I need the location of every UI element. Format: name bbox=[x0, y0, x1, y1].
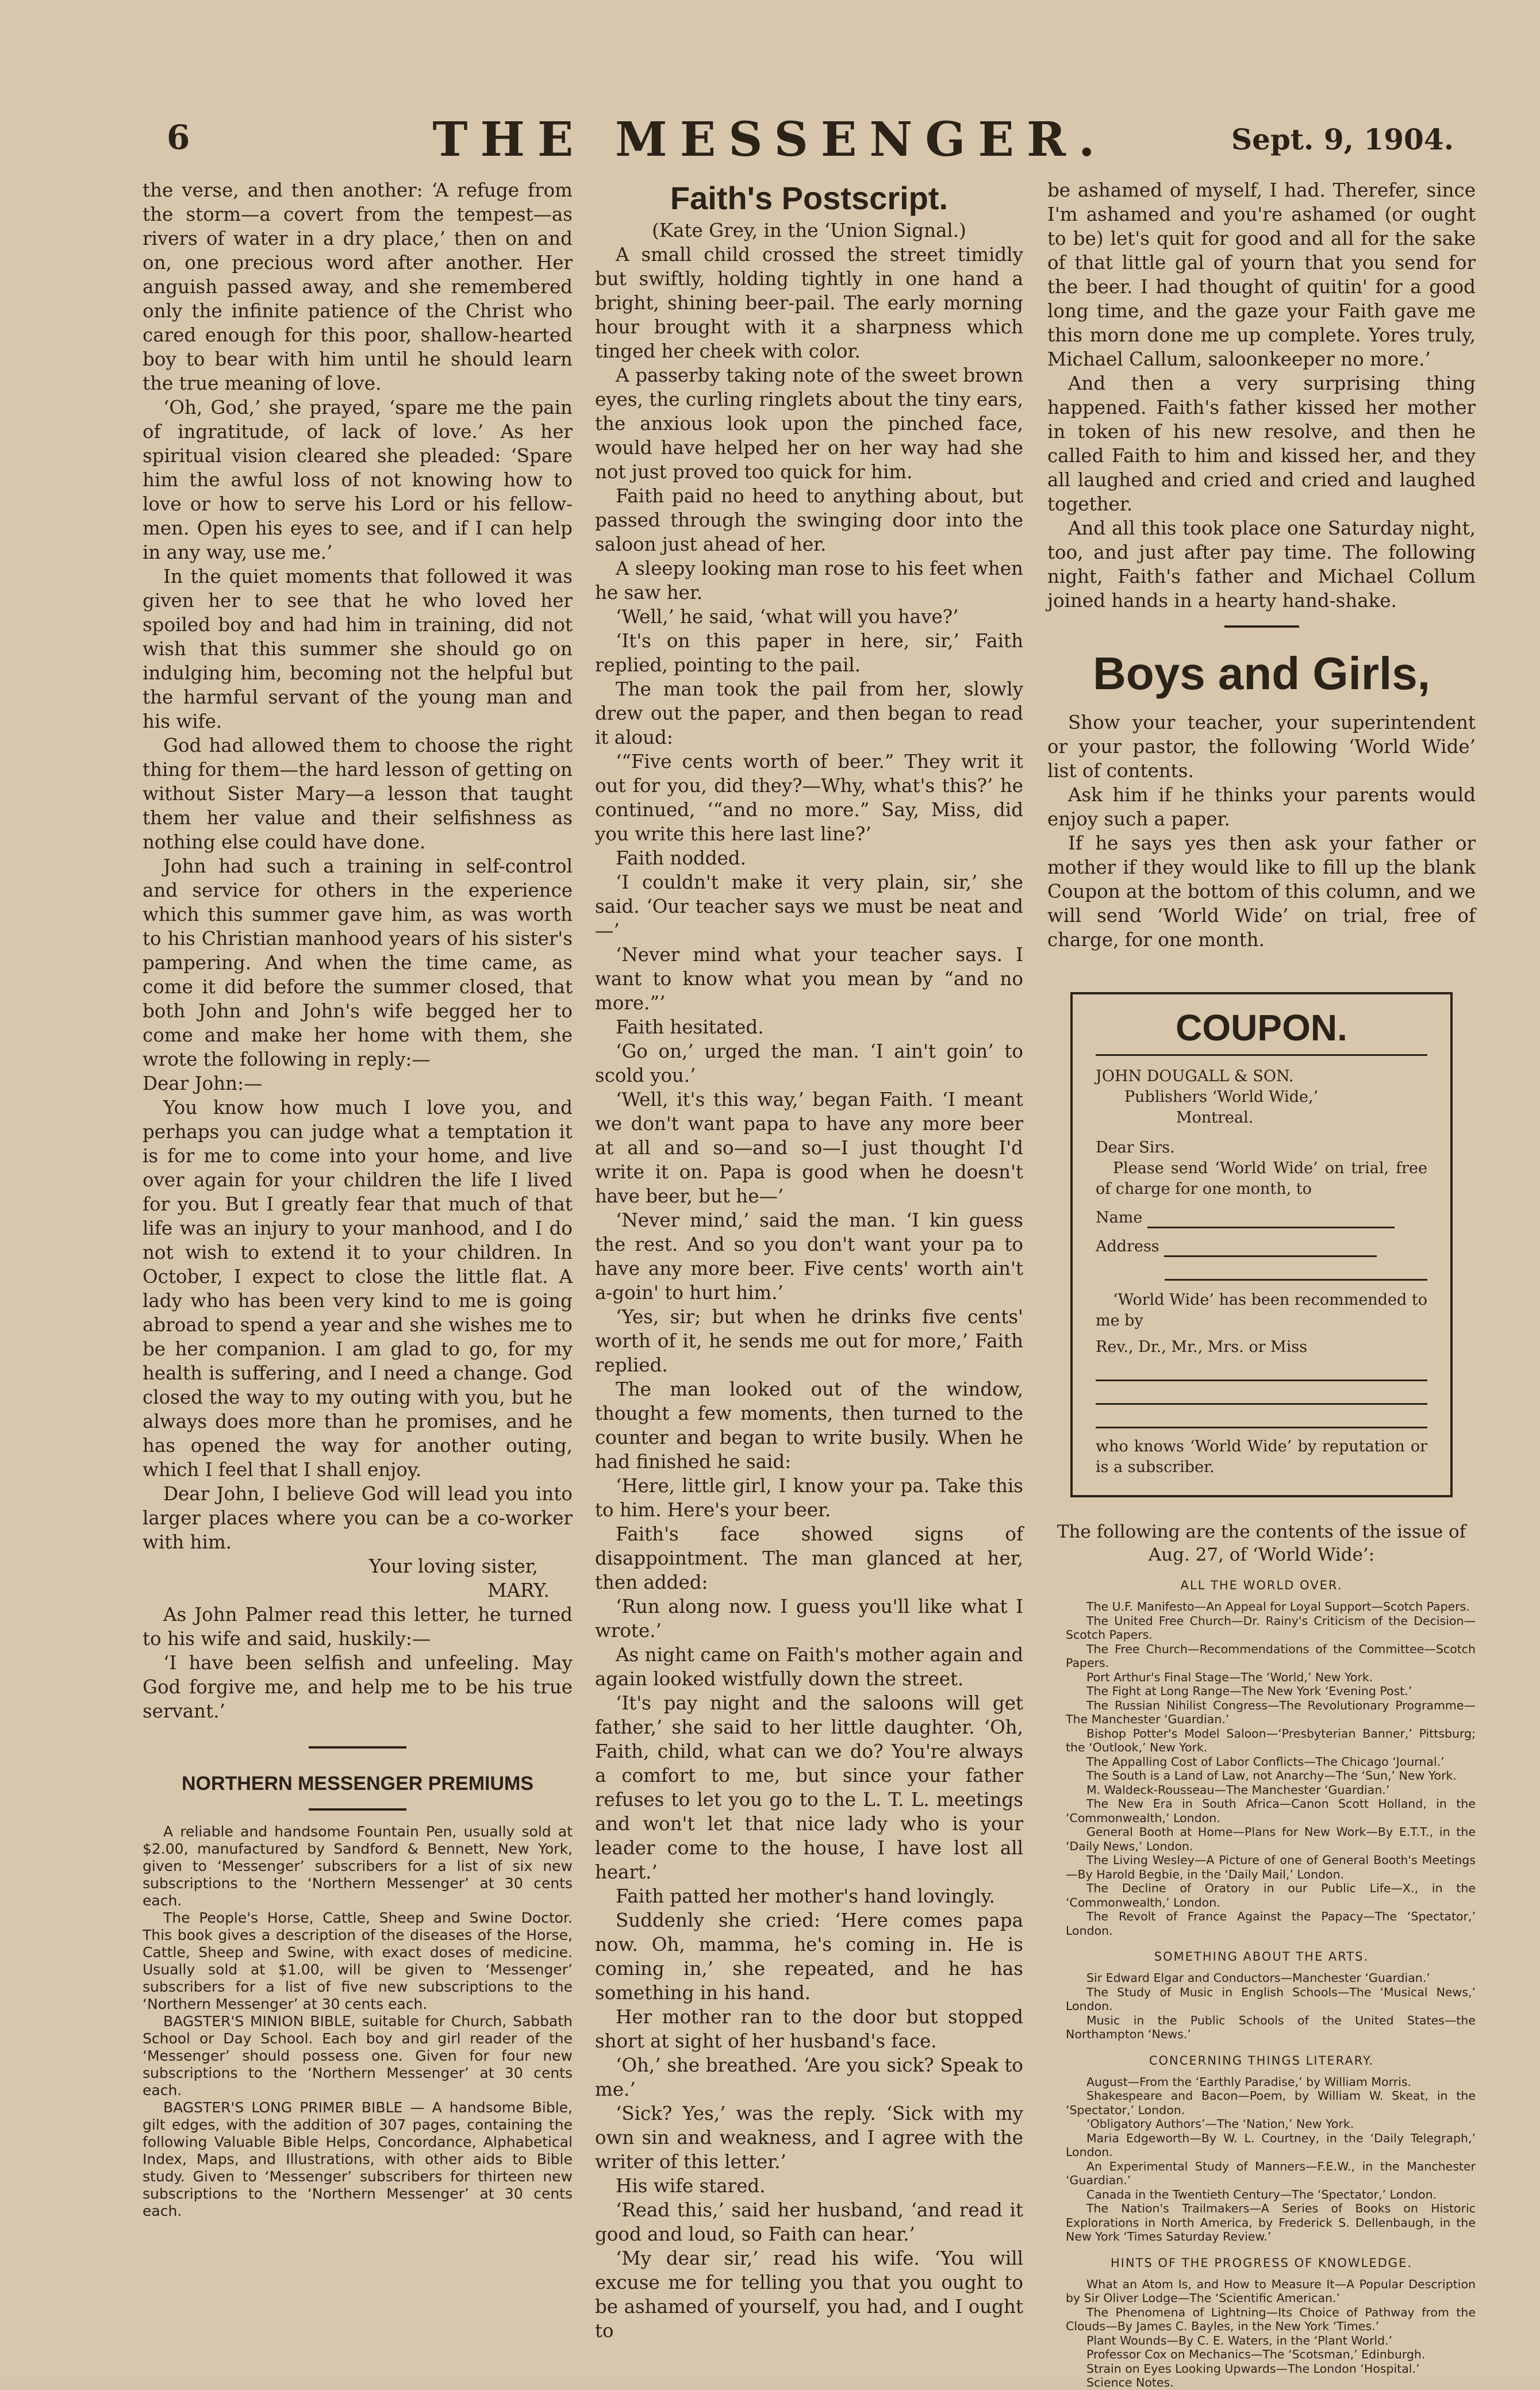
contents-item: The South is a Land of Law, not Anarchy—The ‘Sun,’ New York. bbox=[1086, 1769, 1457, 1782]
column-2 bbox=[595, 178, 1023, 2343]
article-paragraph: Faith's face showed signs of disappointment. The man glanced at her, then added: bbox=[595, 1523, 1023, 1593]
article-paragraph: ‘Never mind what your teacher says. I want to know what you mean by “and no more.”’ bbox=[595, 944, 1023, 1014]
contents-item: The Living Wesley—A Picture of one of General Booth's Meetings—By Harold Begbie, in the ‘Daily Mail,’ London. bbox=[1066, 1853, 1476, 1881]
contents-section-heading: HINTS OF THE PROGRESS OF KNOWLEDGE. bbox=[1110, 2255, 1413, 2270]
article-paragraph: Faith hesitated. bbox=[616, 1016, 764, 1038]
article-paragraph: John had such a training in self-control and service for others in the experience which this summer gave him, as was worth to his Christian manhood years of his sister's pampering. And when the time came, as come it did before the summer closed, that both John and John's wife begged her to come and make her home with them, she wrote the following in reply:— bbox=[143, 855, 573, 1070]
contents-section-heading: SOMETHING ABOUT THE ARTS. bbox=[1154, 1950, 1369, 1964]
contents-item: Music in the Public Schools of the United States—the Northampton ‘News.’ bbox=[1066, 2013, 1476, 2041]
contents-item: Bishop Potter's Model Saloon—‘Presbyterian Banner,’ Pittsburg; the ‘Outlook,’ New York. bbox=[1066, 1726, 1476, 1754]
article-paragraph: ‘I have been selfish and unfeeling. May God forgive me, and help me to be his true servant.’ bbox=[143, 1652, 573, 1722]
coupon-recommended: ‘World Wide’ has been recommended to me by bbox=[1096, 1291, 1427, 1330]
contents-item: The Nation's Trailmakers—A Series of Books on Historic Explorations in North America, by Frederick S. Dellenbaugh, in the New York ‘Times Saturday Review.’ bbox=[1066, 2201, 1476, 2243]
article-paragraph: ‘Well, it's this way,’ began Faith. ‘I meant we don't want papa to have any more beer at all and so—and so—I just thought I'd write it on. Papa is good when he doesn't have beer, but he—’ bbox=[595, 1089, 1023, 1207]
premium-item: BAGSTER'S MINION BIBLE, suitable for Church, Sabbath School or Day School. Each boy and girl reader of the ‘Messenger’ should possess one. Given for four new subscriptions to the ‘Northern Messenger’ at 30 cents each. bbox=[143, 2013, 573, 2099]
article-paragraph: And all this took place one Saturday night, too, and just after pay time. The following night, Faith's father and Michael Collum joined hands in a hearty hand-shake. bbox=[1047, 517, 1476, 612]
coupon-titles: Rev., Dr., Mr., Mrs. or Miss bbox=[1096, 1338, 1308, 1356]
divider-rule bbox=[1224, 625, 1299, 628]
article-paragraph: Faith nodded. bbox=[616, 847, 746, 869]
article-paragraph: ‘It's pay night and the saloons will get father,’ she said to her little daughter. ‘Oh, Faith, child, what can we do? You're always a comfort to me, but since your father refuses to let you go to the L. T. L. meetings and won't let that nice lady who is your leader come to the house, I have lost all heart.’ bbox=[595, 1692, 1023, 1883]
article-paragraph: ‘Well,’ he said, ‘what will you have?’ bbox=[616, 606, 959, 628]
divider-rule bbox=[309, 1808, 406, 1811]
recommender-field-line-2[interactable] bbox=[1096, 1385, 1427, 1405]
contents-item: Port Arthur's Final Stage—The ‘World,’ New York. bbox=[1086, 1670, 1373, 1684]
coupon-knows: who knows ‘World Wide’ by reputation or is a subscriber. bbox=[1096, 1438, 1427, 1476]
contents-intro: The following are the contents of the issue of Aug. 27, of ‘World Wide’: bbox=[1057, 1521, 1466, 1565]
article-paragraph: His wife stared. bbox=[616, 2175, 766, 2197]
column-1 bbox=[143, 178, 573, 2220]
article-paragraph: ‘It's on this paper in here, sir,’ Faith replied, pointing to the pail. bbox=[595, 630, 1023, 676]
article-paragraph: ‘Oh, God,’ she prayed, ‘spare me the pain of ingratitude, of lack of love.’ As her spiritual vision cleared she pleaded: ‘Spare him the awful loss of not knowing how to love or how to serve his Lord or his fellow-men. Open his eyes to see, and if I can help in any way, use me.’ bbox=[143, 397, 573, 563]
letter-paragraph: Dear John, I believe God will lead you into larger places where you can be a co-worker with him. bbox=[143, 1483, 573, 1553]
letter-paragraph: You know how much I love you, and perhaps you can judge what a temptation it is for me to come into your home, and live over again for your children the life I lived for you. But I greatly fear that much of that life was an injury to your manhood, and I do not wish to extend it to your children. In October, I expect to close the little flat. A lady who has been very kind to me is going abroad to spend a year and she wishes me to be her companion. I am glad to go, for my health is suffering, and I need a change. God closed the way to my outing with you, but he always does more than he promises, and he has opened the way for another outing, which I feel that I shall enjoy. bbox=[143, 1097, 573, 1481]
contents-item: ‘Obligatory Authors’—The ‘Nation,’ New York. bbox=[1086, 2117, 1354, 2131]
premium-item: A reliable and handsome Fountain Pen, usually sold at $2.00, manufactured by Sandford & Bennett, New York, given to ‘Messenger’ subscribers for a list of six new subscriptions to the ‘Northern Messenger’ at 30 cents each. bbox=[143, 1823, 573, 1909]
page-number: 6 bbox=[167, 118, 190, 157]
contents-item: The Russian Nihilist Congress—The Revolutionary Programme—The Manchester ‘Guardian.’ bbox=[1066, 1698, 1476, 1726]
contents-item: The Fight at Long Range—The New York ‘Evening Post.’ bbox=[1086, 1684, 1412, 1698]
article-body bbox=[595, 243, 1023, 2343]
boys-paragraph: If he says yes then ask your father or mother if they would like to fill up the blank Coupon at the bottom of this column, and we will send ‘World Wide’ on trial, free of charge, for one month. bbox=[1047, 832, 1476, 951]
article-paragraph: ‘Read this,’ said her husband, ‘and read it good and loud, so Faith can hear.’ bbox=[595, 2199, 1023, 2245]
coupon-rule bbox=[1096, 1054, 1427, 1056]
contents-item: Plant Wounds—By C. E. Waters, in the ‘Plant World.’ bbox=[1086, 2333, 1393, 2347]
article-paragraph: In the quiet moments that followed it was given her to see that he who loved her spoiled boy and had him in training, did not wish that this summer she should go on indulging him, becoming not the helpful but the harmful servant of the young man and his wife. bbox=[143, 566, 573, 732]
article-paragraph: ‘I couldn't make it very plain, sir,’ she said. ‘Our teacher says we must be neat and—’ bbox=[595, 871, 1023, 942]
article-paragraph: As John Palmer read this letter, he turned to his wife and said, huskily:— bbox=[143, 1604, 573, 1650]
coupon-title: COUPON. bbox=[1176, 1007, 1347, 1048]
page-header bbox=[0, 112, 1540, 175]
contents-item: An Experimental Study of Manners—F.E.W., in the Manchester ‘Guardian.’ bbox=[1066, 2159, 1476, 2187]
recommender-field-line-3[interactable] bbox=[1096, 1408, 1427, 1428]
contents-item: The Appalling Cost of Labor Conflicts—The Chicago ‘Journal.’ bbox=[1086, 1754, 1445, 1769]
article-paragraph: The man took the pail from her, slowly drew out the paper, and then began to read it aloud: bbox=[595, 678, 1023, 748]
name-label: Name bbox=[1096, 1209, 1143, 1227]
article-paragraph: A small child crossed the street timidly but swiftly, holding tightly in one hand a bright, shining beer-pail. The early morning hour brought with it a sharpness which tinged her cheek with color. bbox=[595, 244, 1023, 362]
contents-item: August—From the ‘Earthly Paradise,’ by William Morris. bbox=[1086, 2074, 1412, 2089]
article-paragraph: be ashamed of myself, I had. Therefer, since I'm ashamed and you're ashamed (or ought to be) let's quit for good and all for the sake of that little gal of yourn that you send for the beer. I had thought of quitin' for a good long time, and the gaze your Faith gave me this morn done me up complete. Yores truly, Michael Callum, saloonkeeper no more.’ bbox=[1047, 179, 1476, 370]
article-paragraph: And then a very surprising thing happened. Faith's father kissed her mother in token of his new resolve, and then he called Faith to him and kissed her, and they all laughed and cried and cried and laughed together. bbox=[1047, 372, 1476, 515]
article-paragraph: Faith paid no heed to anything about, but passed through the swinging door into the saloon just ahead of her. bbox=[595, 485, 1023, 555]
issue-date: Sept. 9, 1904. bbox=[1231, 122, 1454, 156]
article-paragraph: The man looked out of the window, thought a few moments, then turned to the counter and began to write busily. When he had finished he said: bbox=[595, 1378, 1023, 1473]
column-3 bbox=[1047, 178, 1476, 2390]
contents-item: The Study of Music in English Schools—The ‘Musical News,’ London. bbox=[1066, 1985, 1476, 2013]
premium-item: BAGSTER'S LONG PRIMER BIBLE — A handsome Bible, gilt edges, with the addition of 307 pages, containing the following Valuable Bible Helps, Concordance, Alphabetical Index, Maps, and Illustrations, with other aids to Bible study. Given to ‘Messenger’ subscribers for thirteen new subscriptions to the ‘Northern Messenger’ at 30 cents each. bbox=[143, 2099, 573, 2219]
article-paragraph: ‘Never mind,’ said the man. ‘I kin guess the rest. And so you don't want your pa to have any more beer. Five cents' worth ain't a-goin' to hurt him.’ bbox=[595, 1209, 1023, 1304]
letter-closing: Your loving sister, bbox=[368, 1555, 538, 1577]
coupon-city: Montreal. bbox=[1176, 1109, 1254, 1127]
boys-girls-title: Boys and Girls, bbox=[1093, 648, 1430, 699]
coupon-box bbox=[1070, 992, 1453, 1497]
contents-section-heading: CONCERNING THINGS LITERARY. bbox=[1149, 2053, 1374, 2068]
article-paragraph: ‘Yes, sir; but when he drinks five cents' worth of it, he sends me out for more,’ Faith replied. bbox=[595, 1306, 1023, 1376]
article-title: Faith's Postscript. bbox=[670, 180, 948, 216]
masthead: THE MESSENGER. bbox=[432, 112, 1108, 167]
coupon-firm: JOHN DOUGALL & SON. bbox=[1096, 1067, 1294, 1085]
contents-item: Shakespeare and Bacon—Poem, by William W. Skeat, in the ‘Spectator,’ London. bbox=[1066, 2089, 1476, 2117]
letter-signature: MARY. bbox=[487, 1580, 550, 1601]
contents-item: The Free Church—Recommendations of the Committee—Scotch Papers. bbox=[1066, 1642, 1476, 1670]
article-byline: (Kate Grey, in the ‘Union Signal.) bbox=[652, 220, 966, 241]
coupon-publishers: Publishers ‘World Wide,’ bbox=[1124, 1088, 1319, 1106]
address-field[interactable] bbox=[1164, 1242, 1377, 1257]
recommender-field-line-1[interactable] bbox=[1096, 1361, 1427, 1381]
article-paragraph: God had allowed them to choose the right thing for them—the hard lesson of getting on without Sister Mary—a lesson that taught them her value and their selfishness as nothing else could have done. bbox=[143, 735, 573, 853]
contents-item: The Revolt of France Against the Papacy—The ‘Spectator,’ London. bbox=[1066, 1909, 1476, 1938]
premiums-title: NORTHERN MESSENGER PREMIUMS bbox=[181, 1773, 534, 1795]
article-paragraph: ‘My dear sir,’ read his wife. ‘You will excuse me for telling you that you ought to be ashamed of yourself, you had, and I ought to bbox=[595, 2247, 1023, 2342]
article-paragraph: A sleepy looking man rose to his feet when he saw her. bbox=[595, 558, 1023, 604]
article-paragraph: Faith patted her mother's hand lovingly. bbox=[616, 1885, 995, 1907]
contents-item: What an Atom Is, and How to Measure It—A Popular Description by Sir Oliver Lodge—The ‘Scientific American.’ bbox=[1066, 2277, 1476, 2305]
contents-item: Strain on Eyes Looking Upwards—The London ‘Hospital.’ bbox=[1086, 2361, 1420, 2376]
boys-paragraph: Show your teacher, your superintendent or your pastor, the following ‘World Wide’ list of contents. bbox=[1047, 712, 1476, 782]
article-paragraph: ‘Oh,’ she breathed. ‘Are you sick? Speak to me.’ bbox=[595, 2054, 1023, 2100]
contents-section-heading: ALL THE WORLD OVER. bbox=[1180, 1578, 1343, 1592]
contents-item: The Decline of Oratory in our Public Life—X., in the ‘Commonwealth,’ London. bbox=[1066, 1881, 1476, 1909]
contents-item: Sir Edward Elgar and Conductors—Manchester ‘Guardian.’ bbox=[1086, 1971, 1430, 1985]
contents-item: The United Free Church—Dr. Rainy's Criticism of the Decision—Scotch Papers. bbox=[1066, 1613, 1476, 1642]
contents-item: Canada in the Twentieth Century—The ‘Spectator,’ London. bbox=[1086, 2187, 1437, 2201]
article-paragraph: ‘“Five cents worth of beer.” They writ it out for you, did they?—Why, what's this?’ he continued, ‘“and no more.” Say, Miss, did you write this here last line?’ bbox=[595, 751, 1023, 845]
article-paragraph: Her mother ran to the door but stopped short at sight of her husband's face. bbox=[595, 2006, 1023, 2052]
article-paragraph: Suddenly she cried: ‘Here comes papa now. Oh, mamma, he's coming in. He is coming in,’ she repeated, and he has something in his hand. bbox=[595, 1909, 1023, 2004]
article-paragraph: ‘Run along now. I guess you'll like what I wrote.’ bbox=[595, 1596, 1023, 1642]
letter-salutation: Dear John:— bbox=[143, 1073, 263, 1094]
contents-item: M. Waldeck-Rousseau—The Manchester ‘Guardian.’ bbox=[1086, 1782, 1390, 1797]
contents-list bbox=[1047, 1573, 1476, 2390]
article-paragraph: ‘Go on,’ urged the man. ‘I ain't goin’ to scold you.’ bbox=[595, 1040, 1023, 1086]
contents-item: The U.F. Manifesto—An Appeal for Loyal Support—Scotch Papers. bbox=[1086, 1600, 1470, 1613]
contents-item: General Booth at Home—Plans for New Work—By E.T.T., in the ‘Daily News,’ London. bbox=[1066, 1825, 1476, 1853]
article-paragraph: ‘Sick? Yes,’ was the reply. ‘Sick with my own sin and weakness, and I agree with the writer of this letter.’ bbox=[595, 2103, 1023, 2173]
premium-item: The People's Horse, Cattle, Sheep and Swine Doctor. This book gives a description of the diseases of the Horse, Cattle, Sheep and Swine, with exact doses of medicine. Usually sold at $1.00, will be given to ‘Messenger’ subscribers for a list of five new subscriptions to the ‘Northern Messenger’ at 30 cents each. bbox=[143, 1909, 573, 2012]
article-paragraph: ‘Here, little girl, I know your pa. Take this to him. Here's your beer. bbox=[595, 1475, 1023, 1521]
contents-item: Science Notes. bbox=[1086, 2376, 1174, 2389]
contents-item: Maria Edgeworth—By W. L. Courtney, in the ‘Daily Telegraph,’ London. bbox=[1066, 2131, 1476, 2159]
coupon-dear: Dear Sirs. bbox=[1096, 1139, 1175, 1156]
article-paragraph: As night came on Faith's mother again and again looked wistfully down the street. bbox=[595, 1644, 1023, 1690]
address-field-line-2[interactable] bbox=[1165, 1261, 1427, 1281]
divider-rule bbox=[309, 1746, 406, 1749]
contents-item: Professor Cox on Mechanics—The ‘Scotsman,’ Edinburgh. bbox=[1086, 2347, 1426, 2361]
contents-item: The New Era in South Africa—Canon Scott Holland, in the ‘Commonwealth,’ London. bbox=[1066, 1797, 1476, 1825]
coupon-request: Please send ‘World Wide’ on trial, free of charge for one month, to bbox=[1096, 1159, 1427, 1198]
article-paragraph: the verse, and then another: ‘A refuge from the storm—a covert from the tempest—as rivers of water in a dry place,’ then on and on, one precious word after another. Her anguish passed away, and she remembered only the infinite patience of the Christ who cared enough for this poor, shallow-hearted boy to bear with him until he should learn the true meaning of love. bbox=[143, 179, 573, 394]
address-label: Address bbox=[1096, 1238, 1159, 1255]
contents-item: The Phenomena of Lightning—Its Choice of Pathway from the Clouds—By James C. Bayles, in the New York ‘Times.’ bbox=[1066, 2305, 1476, 2333]
name-field[interactable] bbox=[1147, 1213, 1395, 1228]
article-paragraph: A passerby taking note of the sweet brown eyes, the curling ringlets about the tiny ears, the anxious look upon the pinched face, would have helped her on her way had she not just proved too quick for him. bbox=[595, 364, 1023, 483]
boys-paragraph: Ask him if he thinks your parents would enjoy such a paper. bbox=[1047, 784, 1476, 830]
